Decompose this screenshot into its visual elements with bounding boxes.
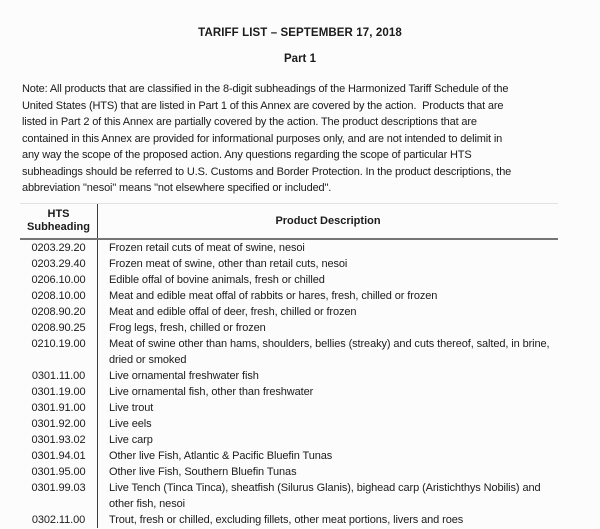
note-paragraph [22,81,584,197]
hts-subheading-column-header [20,204,98,238]
hts-subheading-cell: 0208.90.20 [20,304,98,320]
document-title: TARIFF LIST – SEPTEMBER 17, 2018 [198,27,402,39]
hts-subheading-cell: 0206.10.00 [20,272,98,288]
note-line: contained in this Annex are provided for informational purposes only, and are not intended to delimit in [22,132,503,145]
table-row [20,448,558,464]
table-row [20,336,558,368]
product-description-cell: Frozen meat of swine, other than retail cuts, nesoi [109,257,348,270]
product-description-cell: Live carp [109,433,153,446]
hts-subheading-cell: 0301.95.00 [20,464,98,480]
tariff-table [20,203,558,528]
hts-subheading-cell: 0203.29.20 [20,240,98,256]
product-description-cell: Other live Fish, Southern Bluefin Tunas [109,465,297,478]
table-header-row [20,203,558,240]
product-description-cell: Edible offal of bovine animals, fresh or chilled [109,273,325,286]
note-line: abbreviation "nesoi" means "not elsewhere specified or included". [22,182,332,194]
product-description-cell: Meat and edible offal of deer, fresh, chilled or frozen [109,305,357,318]
table-row [20,272,558,288]
table-row [20,256,558,272]
table-row [20,384,558,400]
product-description-cell: Meat of swine other than hams, shoulders, bellies (streaky) and cuts thereof, salted, in brine, dried or smoked [109,337,550,366]
hts-subheading-cell: 0301.94.01 [20,448,98,464]
table-row [20,480,558,512]
table-row [20,400,558,416]
product-description-cell: Live ornamental freshwater fish [109,369,259,382]
table-row [20,240,558,256]
hts-subheading-cell: 0301.19.00 [20,384,98,400]
table-row [20,464,558,480]
hts-header-line2: Subheading [27,221,90,233]
hts-subheading-cell: 0203.29.40 [20,256,98,272]
table-row [20,432,558,448]
hts-subheading-cell: 0301.91.00 [20,400,98,416]
note-line: United States (HTS) that are listed in Part 1 of this Annex are covered by the action. Products that are [22,99,504,112]
note-line: subheadings should be referred to U.S. Customs and Border Protection. In the product descriptions, the [22,165,512,178]
hts-subheading-cell: 0210.19.00 [20,336,98,368]
table-row [20,368,558,384]
product-description-column-header: Product Description [275,214,381,227]
table-row [20,416,558,432]
table-row [20,320,558,336]
hts-subheading-cell: 0301.92.00 [20,416,98,432]
product-description-cell: Other live Fish, Atlantic & Pacific Bluefin Tunas [109,449,333,462]
table-row [20,304,558,320]
product-description-cell: Trout, fresh or chilled, excluding fillets, other meat portions, livers and roes [109,513,464,526]
table-body [20,240,558,528]
note-line: Note: All products that are classified in the 8-digit subheadings of the Harmonized Tariff Schedule of the [22,83,509,95]
product-description-cell: Meat and edible meat offal of rabbits or hares, fresh, chilled or frozen [109,289,438,302]
note-line: listed in Part 2 of this Annex are partially covered by the action. The product descriptions that are [22,116,477,128]
hts-subheading-cell: 0301.11.00 [20,368,98,384]
product-description-cell: Live eels [109,417,152,430]
hts-subheading-cell: 0301.99.03 [20,480,98,512]
hts-subheading-cell: 0302.11.00 [20,512,98,528]
product-description-cell: Frog legs, fresh, chilled or frozen [109,321,266,334]
product-description-cell: Live Tench (Tinca Tinca), sheatfish (Silurus Glanis), bighead carp (Aristichthys Nobilis) and other fish, nesoi [109,481,541,510]
hts-subheading-cell: 0301.93.02 [20,432,98,448]
note-line: any way the scope of the proposed action. Any questions regarding the scope of particular HTS [22,149,472,161]
product-description-cell: Frozen retail cuts of meat of swine, nesoi [109,241,305,254]
hts-subheading-cell: 0208.90.25 [20,320,98,336]
product-description-cell: Live trout [109,401,154,414]
part-label: Part 1 [284,53,316,65]
table-row [20,288,558,304]
hts-header-line1: HTS [47,207,70,220]
table-row [20,512,558,528]
hts-subheading-cell: 0208.10.00 [20,288,98,304]
product-description-cell: Live ornamental fish, other than freshwater [109,385,314,398]
